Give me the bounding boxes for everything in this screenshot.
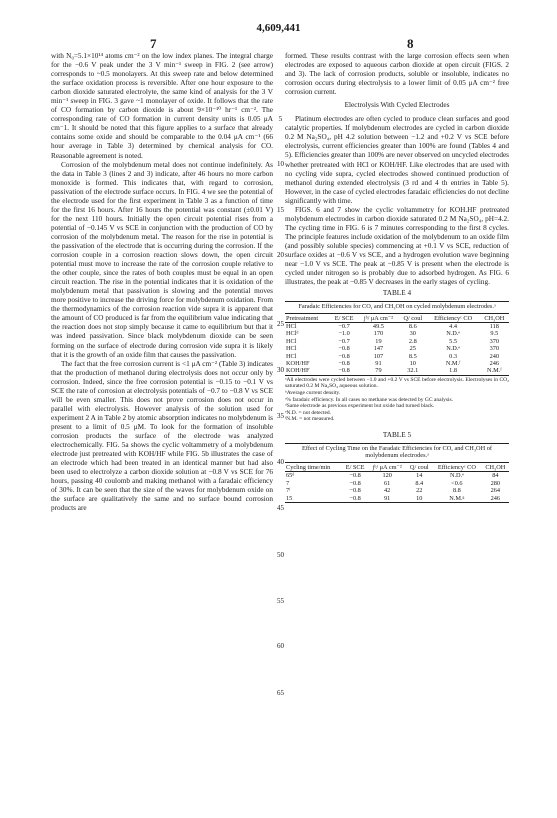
table5-cell: 246: [482, 495, 509, 503]
table4-footnote: ᵇAverage current density.: [285, 390, 341, 397]
table4-cell: −0.8: [338, 360, 350, 368]
table4-row: [285, 338, 509, 345]
table4-cell: 9.5: [490, 330, 499, 338]
line-number: 15: [277, 206, 284, 214]
table5-cell: 264: [490, 487, 501, 495]
table4-header: E/ SCE: [330, 315, 357, 323]
table4-row: [285, 353, 509, 360]
patent-number: 4,609,441: [256, 22, 301, 34]
table4-cell: 5.5: [449, 337, 458, 345]
table4-body: [285, 323, 509, 376]
line-number: 40: [277, 458, 284, 466]
table4-cell: 30: [409, 330, 416, 338]
table5-cell: −0.8: [342, 495, 368, 503]
table5-header: E/ SCE: [342, 464, 368, 472]
table4-cell: N.D.ᵉ: [446, 330, 461, 338]
table4-title: TABLE 4: [382, 289, 412, 298]
table4-cell: HCl: [286, 352, 297, 360]
table4-row: [285, 367, 509, 375]
table4-row: [285, 330, 509, 337]
table4-header: Efficiencyᶜ CO: [427, 315, 480, 323]
table4-header: jᵇ/ μA cm⁻²: [358, 315, 399, 323]
line-number: 5: [278, 115, 283, 123]
table4-cell: 10: [409, 360, 416, 368]
table5-cell: −0.8: [349, 472, 361, 480]
table4-cell: 240: [489, 352, 500, 360]
table5-cell: 91: [368, 495, 406, 503]
table4-cell: 370: [489, 345, 500, 353]
table4-header: CH₃OH: [480, 315, 509, 323]
table4-cell: HClᵈ: [286, 330, 299, 338]
table5-body: [285, 472, 509, 503]
right-column: [285, 52, 509, 503]
table4-footnote: ᵃAll electrodes were cycled between −1.0 and +0.2 V vs SCE before electrolysis. Electrolyses in CO₂ saturated 0.2 M Na₂SO₄ aqueous solution.: [285, 376, 509, 390]
table4-cell: 8.6: [408, 323, 417, 331]
table5-row: [285, 495, 509, 503]
table4-cell: −0.8: [338, 345, 350, 353]
table4-cell: 107: [373, 352, 384, 360]
table4-cell: 32.1: [399, 367, 426, 375]
table4-cell: N.D.ᵉ: [446, 345, 461, 353]
table4-cell: 246: [489, 360, 500, 368]
line-number: 55: [277, 597, 284, 605]
table4-row: [285, 323, 509, 331]
table4-cell: 4.4: [449, 323, 458, 331]
table5-cell: 42: [384, 487, 391, 495]
table4-cell: HCl: [286, 345, 297, 353]
page-number-left: 7: [150, 36, 157, 51]
left-paragraph: Corrosion of the molybdenum metal does not continue indefinitely. As the data in Table 3 (lines 2 and 3) indicate, after 46 hours no more carbon monoxide is formed. This indicates that, with regard to corrosion, passivation of the electrode surface occurs. In FIG. 4 we see the potential of the electrode used for the first experiment in Table 3 as a function of time for the first 16 hours. After 16 hours the potential was constant (±0.01 V) for the next 110 hours. Initially the open circuit potential rises from a potential of −0.145 V vs SCE in conjunction with the production of CO by corrosion of the molybdenum metal. The reason for the rise in potential is the passivation of the electrode that is occurring during the corrosion. If the corrosion couple in a corrosion reaction slows down, the open circuit potential must move to increase the rate of the corrosion couple relative to the other couple, since the rates of both couples must be equal in an open circuit reaction. The rise in the potential indicates that it is oxidation of the molybdenum metal that passivation is slowing and the potential moves more positive to increase the driving force for molybdenum oxidation. From the thermodynamics of the corrosion reaction vide supra it is apparent that the amount of CO produced is far from the equilibrium value indicating that the reaction does not stop simply because it came to equilibrium but that it was indeed passivation. Since black molybdenum dioxide can be seen forming on the surface of electrode during corrosion vide supra it is likely that it is the growth of an oxide film that causes the passivation.: [51, 160, 273, 359]
table5-header: Efficiencyᶜ CO: [432, 464, 482, 472]
table5-cell: N.D.ᵉ: [449, 472, 464, 480]
table4-cell: 19: [375, 337, 382, 345]
table4-cell: 118: [489, 323, 499, 331]
table5: [285, 464, 509, 503]
table4-cell: 147: [373, 345, 384, 353]
table4-footnotes: [285, 377, 509, 423]
section-title: Electrolysis With Cycled Electrodes: [344, 101, 450, 110]
table5-row: [285, 472, 509, 480]
right-paragraph: formed. These results contrast with the large corrosion effects seen when electrodes are exposed to aqueous carbon dioxide at open circuit (FIGS. 2 and 3). The lack of corrosion products, soluble or insoluble, indicates no corrosion occurs during electrolysis to a lower limit of 0.05 μA cm⁻² free corrosion current.: [285, 52, 509, 97]
right-paragraph: Platinum electrodes are often cycled to produce clean surfaces and good catalytic properties. If molybdenum electrodes are cycled in carbon dioxide 0.2 M Na₂SO₄, pH 4.2 solution between −1.2 and +0.2 V vs SCE before electrolysis, current efficiencies greater than 100% are found (Tables 4 and 5). Efficiencies greater than 100% are never observed on uncycled electrodes whether pretreated with HCl or KOH/HF. Like electrodes that are used with no cycling vide supra, cycled electrodes showed continued production of methanol during extended electrolysis (3 rd and 4 th entries in Table 5). However, in the case of cycled electrodes faradaic efficiencies do not decline significantly with time.: [285, 115, 509, 205]
table4-cell: −0.7: [338, 337, 350, 345]
table5-cell: 14: [416, 472, 423, 480]
table4-cell: 370: [489, 337, 500, 345]
table5-cell: 280: [490, 479, 501, 487]
table5-cell: 8.8: [452, 487, 461, 495]
table4-header: Pretreatment: [285, 315, 330, 323]
table5-cell: 22: [416, 487, 423, 495]
table4-row: [285, 345, 509, 352]
line-number: 60: [277, 642, 284, 650]
line-number: 25: [277, 320, 284, 328]
line-number: 35: [277, 412, 284, 420]
table5-title: TABLE 5: [382, 431, 412, 440]
table5-header: Q/ coul: [406, 464, 432, 472]
table5-cell: 7: [286, 479, 290, 487]
line-number: 45: [277, 504, 284, 512]
table4-header: Q/ coul: [399, 315, 426, 323]
table4-footnote: ᵈSame electrode as previous experiment but oxide had turned black.: [285, 403, 435, 410]
line-number: 65: [277, 689, 284, 697]
table4-row: [285, 360, 509, 367]
table4: [285, 315, 509, 376]
table5-cell: <0.6: [451, 479, 463, 487]
table4-cell: −0.8: [338, 352, 350, 360]
line-number: 10: [277, 160, 284, 168]
table5-row: [285, 480, 509, 487]
table4-cell: N.M.ᶠ: [480, 367, 509, 375]
table4-cell: KOH/HF: [285, 367, 330, 375]
left-paragraph: with N₀=5.1×10¹⁴ atoms cm⁻² on the low index planes. The integral charge for the −0.6 V peak under the 3 V min⁻¹ sweep in FIG. 2 (see arrow) corresponds to ~0.5 monolayers. At this sweep rate and below determined the surface oxidation process is reversible. After one hour exposure to the carbon dioxide saturated electrolyte, the same kind of analysis for the 3 V min⁻¹ sweep in FIG. 3 gave ~1 monolayer of oxide. It follows that the rate of CO formation by carbon dioxide is about 9×10⁻¹⁰ hr⁻¹ cm⁻². The corresponding rate of CO formation in current density units is 0.05 μA cm⁻1. It should be noted that this figure applies to a surface that already contains some oxide and should be comparable to the 0.04 μA cm⁻¹ (66 hour average in Table 3) determined by chemical analysis for CO. Reasonable agreement is noted.: [51, 52, 273, 160]
table5-cell: 15: [285, 495, 342, 503]
table4-cell: N.M.ᶠ: [445, 360, 461, 368]
table4-cell: 8.5: [408, 352, 417, 360]
table5-header: jᵇ/ μA cm⁻²: [368, 464, 406, 472]
table4-footnote: ᶠN.M. = not measured.: [285, 416, 335, 423]
table5-caption: Effect of Cycling Time on the Faradaic Efficiencies for CO, and CH₃OH of molybdenum electrodes.ᵃ: [285, 443, 509, 463]
table5-cell: 7ᶠ: [286, 487, 291, 495]
table4-cell: 79: [358, 367, 399, 375]
line-number: 20: [277, 251, 284, 259]
table5-cell: 84: [492, 472, 499, 480]
table4-footnote: ᵉN.D. = not detected.: [285, 409, 332, 416]
table5-cell: 10: [406, 495, 432, 503]
table4-cell: 25: [409, 345, 416, 353]
page-number-right: 8: [407, 36, 414, 51]
table5-cell: −0.8: [349, 487, 361, 495]
table5-header: CH₃OH: [482, 464, 509, 472]
left-paragraph: The fact that the free corrosion current is <1 μA cm⁻² (Table 3) indicates that the production of methanol during electrolysis does not occur only by corrosion. Indeed, since the free corrosion potential is −0.15 to −0.1 V vs SCE the rate of corrosion at electrolysis potentials of −0.7 to −0.8 V vs SCE will be even smaller. This does not prove corrosion does not occur in parallel with electrolysis. However analysis of the solution used for experiment 2 A in Table 2 by atomic absorption indicates no molybdenum is present to a limit of 0.5 μM. To look for the formation of insoluble corrosion products the surface of the electrode was analyzed electrochemically. FIG. 5a shows the cyclic voltammetry of a molybdenum electrode just pretreated with KOH/HF while FIG. 5b illustrates the case of an electrode which had been treated in an identical manner but had also been used to electrolyze a carbon dioxide solution at −0.8 V vs SCE for 76 hours, passing 40 coulomb and making methanol with a faradaic efficiency of 30%. It can be seen that the size of the waves for molybdenum oxide on the surface are qualitatively the same and no surface bound corrosion products are: [51, 359, 273, 513]
table4-caption: Faradaic Efficiencies for CO, and CH₃OH on cycled molybdenum electrodes.ᵃ: [285, 301, 509, 313]
table4-cell: 170: [373, 330, 384, 338]
table5-cell: 8.4: [415, 479, 424, 487]
table4-cell: −0.8: [330, 367, 357, 375]
table4-cell: KOH/HF: [286, 360, 310, 368]
table4-cell: 2.8: [408, 337, 417, 345]
table4-cell: 49.5: [372, 323, 384, 331]
table4-cell: HCl: [286, 337, 297, 345]
table4-cell: 1.8: [427, 367, 480, 375]
line-number: 30: [277, 366, 284, 374]
table5-header: Cycling time/min: [285, 464, 342, 472]
table4-footnote: ᶜ% faradaic efficiency. In all cases no methane was detected by GC analysis.: [285, 396, 454, 403]
left-column: [51, 52, 273, 513]
table4-cell: 0.3: [449, 352, 458, 360]
table5-row: [285, 487, 509, 494]
right-paragraph: FIGS. 6 and 7 show the cyclic voltammetry for KOH.HF pretreated molybdenum electrodes in carbon dioxide saturated 0.2 M Na₂SO₄, pH=4.2. The cycling time in FIG. 6 is 7 minutes corresponding to the first 8 cycles. The principle features include oxidation of the molybdenum to an oxide film (and possibly soluble species) commencing at +0.1 V vs SCE, reduction of surface oxides at −0.6 V vs SCE, and a hydrogen evolution wave beginning near −1.0 V vs SCE. The peak at −0.85 V is present when the electrode is cycled under nitrogen so is probably due to adsorbed hydrogen. As FIG. 6 illustrates, the peak at −0.85 V decreases in the early stages of cycling.: [285, 205, 509, 287]
table4-cell: −1.0: [338, 330, 350, 338]
table5-cell: 65ᵈ: [286, 472, 295, 480]
table5-cell: −0.8: [349, 479, 361, 487]
table5-cell: 61: [384, 479, 391, 487]
table5-cell: 120: [382, 472, 392, 480]
table4-cell: HCl: [286, 323, 297, 331]
table4-cell: 91: [375, 360, 382, 368]
table5-cell: N.M.ᵍ: [432, 495, 482, 503]
line-number: 50: [277, 551, 284, 559]
table4-cell: −0.7: [338, 323, 350, 331]
